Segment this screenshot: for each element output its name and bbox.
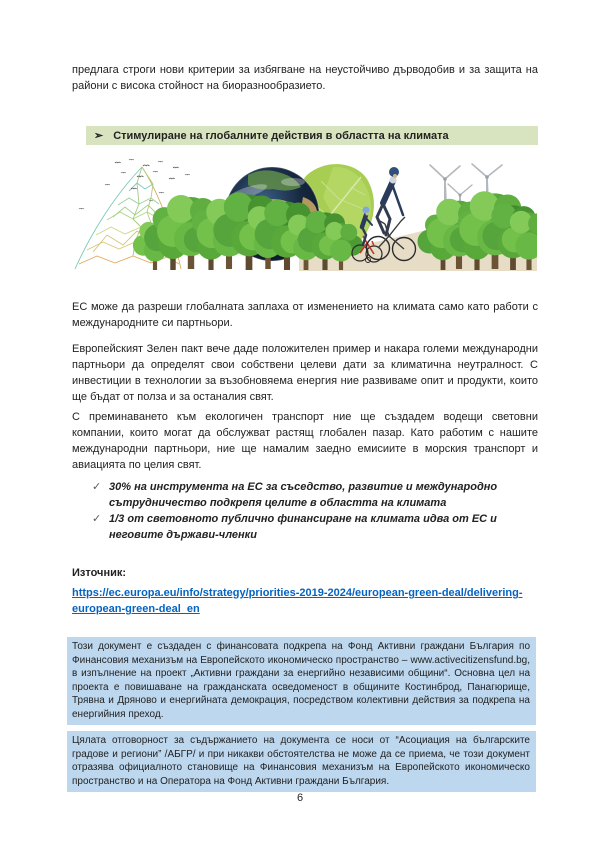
section-heading-banner <box>86 126 538 145</box>
checkmark-icon: ✓ <box>92 481 102 493</box>
arrow-bullet-icon: ➢ <box>94 130 104 142</box>
list-item <box>72 511 538 543</box>
disclaimer-paragraph-funding: Този документ е създаден с финансовата подкрепа на Фонд Активни граждани България по Финансовия механизъм на Европейското икономическо пространство – www.activecitizensfund.bg, в изпълнение на проект „Активни граждани за енергийно независими общини“. Основна цел на проекта е повишаване на гражданската осведоменост в общините Костинброд, Панагюрище, Трявна и Дряново и енергийната демокрация, посредством колективни действия за подкрепа на енергийния преход. <box>67 637 536 725</box>
source-label: Източник: <box>72 567 127 579</box>
list-item-text: 30% на инструмента на ЕС за съседство, развитие и международно сътрудничество подкрепя целите в областта на климата <box>109 481 498 509</box>
funding-disclaimer <box>72 637 538 792</box>
paragraph-global-threat: ЕС може да разреши глобалната заплаха от изменението на климата само като работи с международните си партньори. <box>72 301 538 329</box>
climate-collage-illustration <box>63 157 537 271</box>
list-item <box>72 479 538 511</box>
checkmark-icon: ✓ <box>92 513 102 525</box>
collage-image <box>63 157 537 271</box>
source-hyperlink[interactable]: https://ec.europa.eu/info/strategy/priorities-2019-2024/european-green-deal/delivering-european-green-deal_en <box>72 587 523 615</box>
paragraph-eco-transport: С преминаването към екологичен транспорт ние ще създадем водещи световни компании, които могат да обслужват растящ глобален пазар. Като работим с нашите международни партньори, ние ще намалим заедно емисиите в морския транспорт и авиацията по целия свят. <box>72 411 538 471</box>
page-number: 6 <box>296 792 304 804</box>
list-item-text: 1/3 от световното публично финансиране на климата идва от ЕС и неговите държави-членки <box>109 513 497 541</box>
disclaimer-paragraph-responsibility: Цялата отговорност за съдържанието на документа се носи от “Асоциация на българските градове и региони” /АБГР/ и при никакви обстоятелства не може да се приема, че този документ отразява официалното становище на Финансовия механизъм на Европейското икономическо пространство и на Оператора на Фонд Активни граждани България. <box>67 731 536 792</box>
climate-facts-list <box>72 479 538 543</box>
section-title: Стимулиране на глобалните действия в областта на климата <box>113 129 449 142</box>
paragraph-green-deal-example: Европейският Зелен пакт вече даде положителен пример и накара големи международни партньори да определят свои собствени целеви дати за климатична неутралност. С инвестиции в технологии за възобновяема енергия ние развиваме опит и продукти, които ще бъдат от полза и за останалия свят. <box>72 343 538 403</box>
intro-paragraph: предлага строги нови критерии за избягване на неустойчиво дърводобив и за защита на райони с висока стойност на биоразнообразието. <box>72 64 538 92</box>
